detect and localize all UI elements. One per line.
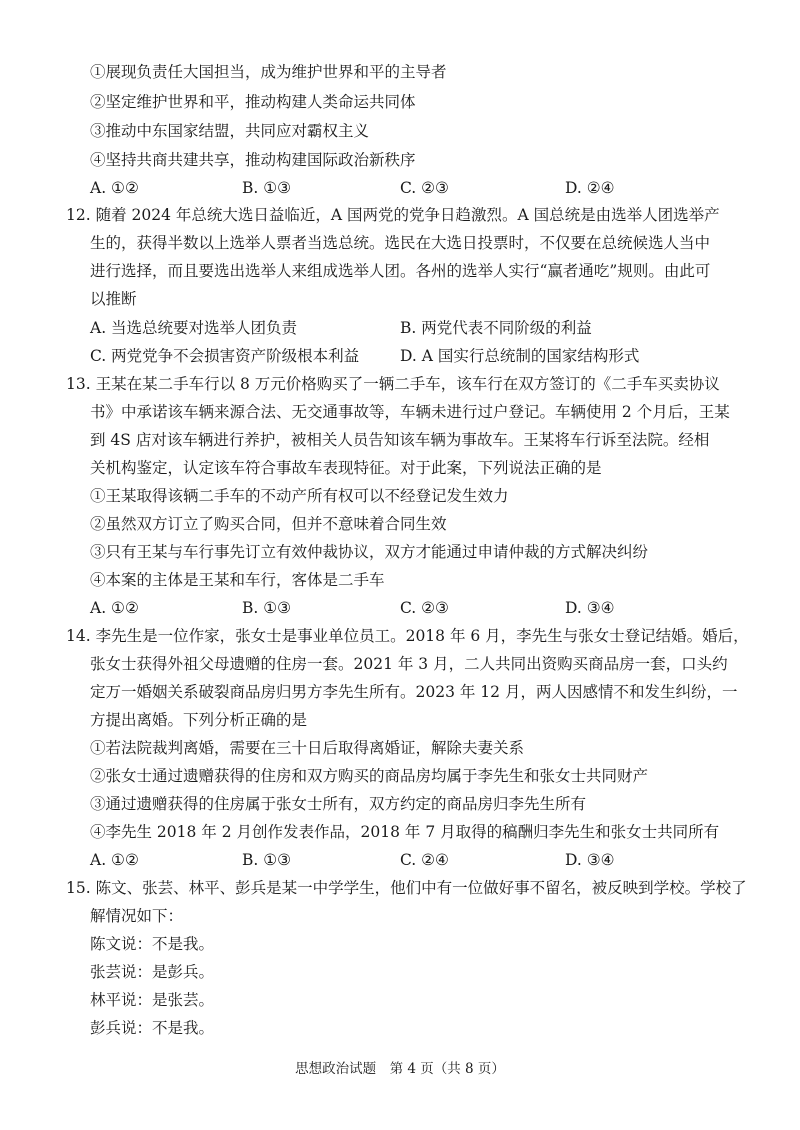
- q13-stem-line-2: 书》中承诺该车辆来源合法、无交通事故等，车辆未进行过户登记。车辆使用 2 个月后，王某: [90, 403, 730, 421]
- q12-stem-line-2: 生的，获得半数以上选举人票者当选总统。选民在大选日投票时，不仅要在总统候选人当中: [90, 234, 711, 252]
- q15-stem-line-2: 解情况如下：: [90, 907, 184, 925]
- q13-stem-line-3: 到 4S 店对该车辆进行养护，被相关人员告知该车辆为事故车。王某将车行诉至法院。经相: [90, 431, 710, 449]
- q13-option-a: A. ①②: [90, 599, 139, 617]
- q14-option-b: B. ①③: [242, 851, 292, 869]
- q11-option-b: B. ①③: [242, 179, 292, 197]
- q12-option-b: B. 两党代表不同阶级的利益: [400, 319, 592, 337]
- q12-option-d: D. A 国实行总统制的国家结构形式: [400, 347, 640, 365]
- q13-stem-line-1: 13. 王某在某二手车行以 8 万元价格购买了一辆二手车，该车行在双方签订的《二手车买卖协议: [66, 375, 720, 393]
- q12-stem-line-4: 以推断: [90, 290, 137, 308]
- q11-option-d: D. ②④: [565, 179, 615, 197]
- q12-stem-line-1: 12. 随着 2024 年总统大选日益临近，A 国两党的党争日趋激烈。A 国总统是由选举人团选举产: [66, 206, 720, 224]
- q14-item-4: ④李先生 2018 年 2 月创作发表作品，2018 年 7 月取得的稿酬归李先生和张女士共同所有: [90, 823, 720, 841]
- q14-option-d: D. ③④: [565, 851, 615, 869]
- q15-item-1: 陈文说：不是我。: [90, 935, 215, 953]
- q13-option-b: B. ①③: [242, 599, 292, 617]
- q14-item-3: ③通过遗赠获得的住房属于张女士所有，双方约定的商品房归李先生所有: [90, 795, 587, 813]
- q11-item-1: ①展现负责任大国担当，成为维护世界和平的主导者: [90, 63, 447, 81]
- q14-option-c: C. ②④: [400, 851, 449, 869]
- q14-item-1: ①若法院裁判离婚，需要在三十日后取得离婚证，解除夫妻关系: [90, 739, 525, 757]
- q13-option-c: C. ②③: [400, 599, 449, 617]
- q13-option-d: D. ③④: [565, 599, 615, 617]
- q11-option-a: A. ①②: [90, 179, 139, 197]
- q14-stem-line-4: 方提出离婚。下列分析正确的是: [90, 711, 308, 729]
- q11-item-3: ③推动中东国家结盟，共同应对霸权主义: [90, 122, 370, 140]
- q11-item-2: ②坚定维护世界和平，推动构建人类命运共同体: [90, 93, 416, 111]
- q15-item-3: 林平说：是张芸。: [90, 991, 215, 1009]
- page-footer: 思想政治试题 第 4 页（共 8 页）: [295, 1061, 505, 1077]
- q13-item-4: ④本案的主体是王某和车行，客体是二手车: [90, 571, 385, 589]
- q14-stem-line-2: 张女士获得外祖父母遗赠的住房一套。2021 年 3 月，二人共同出资购买商品房一套，口头约: [90, 655, 728, 673]
- q14-stem-line-1: 14. 李先生是一位作家，张女士是事业单位员工。2018 年 6 月，李先生与张女士登记结婚。婚后，: [66, 627, 749, 645]
- q12-option-c: C. 两党党争不会损害资产阶级根本利益: [90, 347, 360, 365]
- q14-item-2: ②张女士通过遗赠获得的住房和双方购买的商品房均属于李先生和张女士共同财产: [90, 767, 649, 785]
- q13-item-1: ①王某取得该辆二手车的不动产所有权可以不经登记发生效力: [90, 487, 509, 505]
- q13-stem-line-4: 关机构鉴定，认定该车符合事故车表现特征。对于此案，下列说法正确的是: [90, 459, 602, 477]
- q13-item-2: ②虽然双方订立了购买合同，但并不意味着合同生效: [90, 515, 447, 533]
- q15-stem-line-1: 15. 陈文、张芸、林平、彭兵是某一中学学生，他们中有一位做好事不留名，被反映到学校。学校了: [66, 879, 747, 897]
- q12-stem-line-3: 进行选择，而且要选出选举人来组成选举人团。各州的选举人实行“赢者通吃”规则。由此可: [90, 262, 711, 280]
- q15-item-2: 张芸说：是彭兵。: [90, 963, 215, 981]
- q12-option-a: A. 当选总统要对选举人团负责: [90, 319, 298, 337]
- q13-item-3: ③只有王某与车行事先订立有效仲裁协议，双方才能通过申请仲裁的方式解决纠纷: [90, 543, 649, 561]
- q15-item-4: 彭兵说：不是我。: [90, 1019, 215, 1037]
- q11-item-4: ④坚持共商共建共享，推动构建国际政治新秩序: [90, 151, 416, 169]
- q14-stem-line-3: 定万一婚姻关系破裂商品房归男方李先生所有。2023 年 12 月，两人因感情不和发生纠纷，一: [90, 683, 738, 701]
- q11-option-c: C. ②③: [400, 179, 449, 197]
- q14-option-a: A. ①②: [90, 851, 139, 869]
